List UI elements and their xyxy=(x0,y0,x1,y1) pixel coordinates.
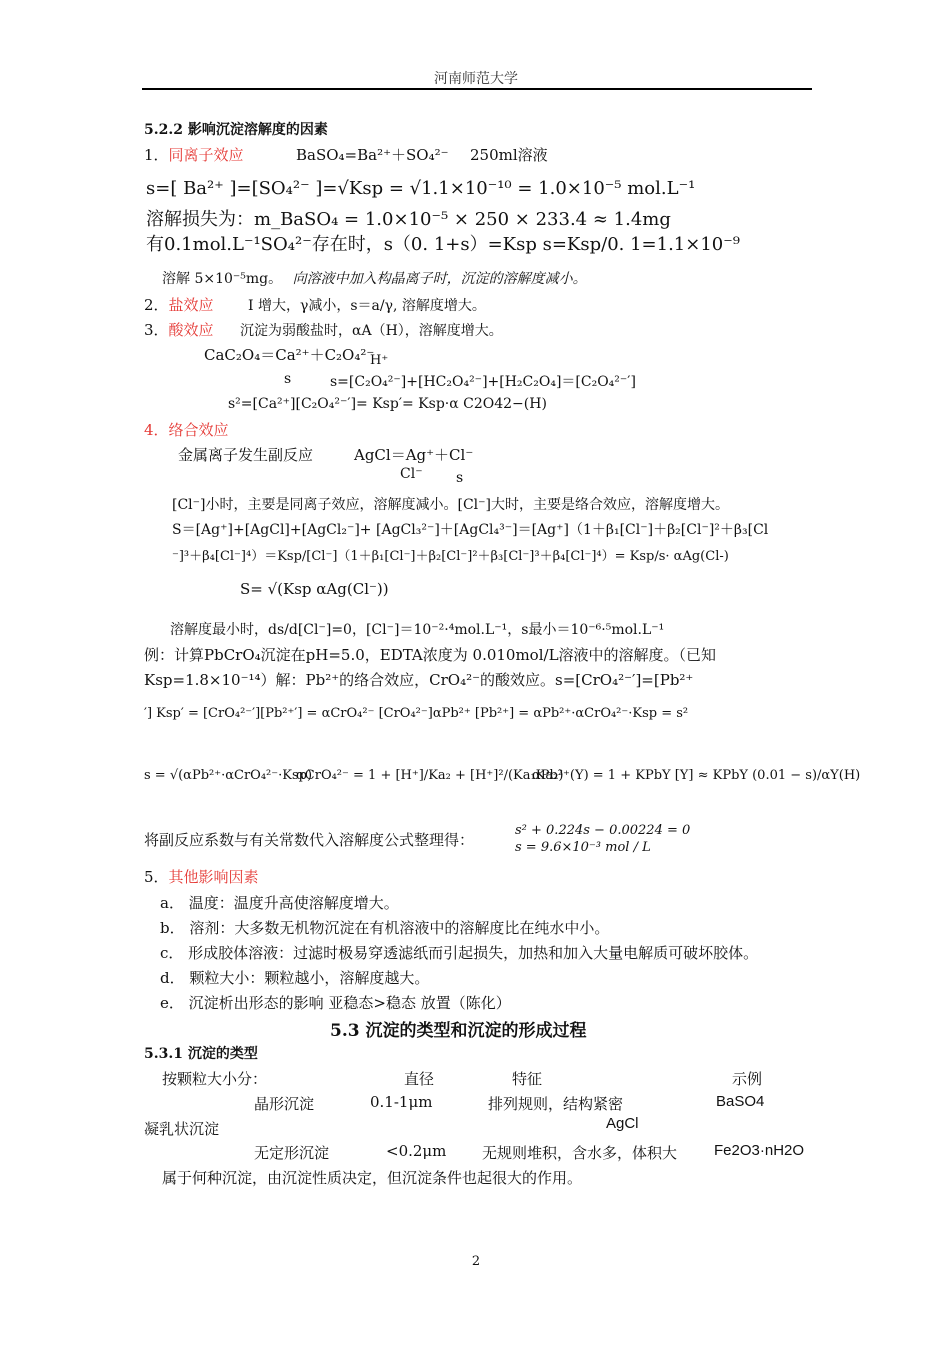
acid-mass-balance: s=[C₂O₄²⁻]+[HC₂O₄²⁻]+[H₂C₂O₄]＝[C₂O₄²⁻′] xyxy=(330,374,636,390)
item-1-equation: BaSO₄=Ba²⁺＋SO₄²⁻ xyxy=(296,146,449,164)
example-quadratic: s² + 0.224s − 0.00224 = 0 xyxy=(515,823,691,838)
complex-minimum: 溶解度最小时，ds/d[Cl⁻]=0，[Cl⁻]＝10⁻²·⁴mol.L⁻¹，s最小＝10⁻⁶·⁵mol.L⁻¹ xyxy=(170,622,665,638)
item-5-title: 其他影响因素 xyxy=(168,868,259,886)
dissolve-conclusion: 向溶液中加入构晶离子时，沉淀的溶解度减小。 xyxy=(292,271,587,287)
example-result: s = 9.6×10⁻³ mol / L xyxy=(515,840,651,855)
page-number: 2 xyxy=(471,1254,481,1269)
item-1 xyxy=(144,144,244,165)
example-line-3: ′] Ksp′ = [CrO₄²⁻′][Pb²⁺′] = αCrO₄²⁻ [CrO₄²⁻]αPb²⁺ [Pb²⁺] = αPb²⁺·αCrO₄²⁻·Ksp = s² xyxy=(144,706,689,721)
row-amorphous-name: 无定形沉淀 xyxy=(254,1144,330,1162)
item-4 xyxy=(144,419,229,440)
item-2-text: I 增大，γ减小，s＝a/γ, 溶解度增大。 xyxy=(248,298,486,314)
factor-particle-size: d． 颗粒大小：颗粒越小，溶解度越大。 xyxy=(160,969,430,987)
item-3-title: 酸效应 xyxy=(168,321,214,339)
factor-temperature: a． 温度：温度升高使溶解度增大。 xyxy=(160,894,399,912)
row-amorphous-example: Fe2O3·nH2O xyxy=(714,1142,805,1159)
type-intro: 按颗粒大小分： xyxy=(162,1070,268,1088)
example-alpha-cro4: αCrO₄²⁻ = 1 + [H⁺]/Ka₂ + [H⁺]²/(Ka₁Ka₂) xyxy=(296,768,564,783)
example-alpha-pb: αPb²⁺(Y) = 1 + KPbY [Y] ≈ KPbY (0.01 − s)/αY(H) xyxy=(532,768,861,783)
acid-solubility-product: s²=[Ca²⁺][C₂O₄²⁻′]= Ksp′= Ksp·α C2O42−(H) xyxy=(228,396,547,412)
item-3-text: 沉淀为弱酸盐时，αA（H），溶解度增大。 xyxy=(240,323,503,339)
page-header: 河南师范大学 xyxy=(434,71,518,87)
header-example: 示例 xyxy=(732,1070,763,1088)
item-4-num: 4． xyxy=(144,421,169,439)
complex-mass-balance-2: ⁻]³＋β₄[Cl⁻]⁴）＝Ksp/[Cl⁻]（1＋β₁[Cl⁻]＋β₂[Cl⁻]²＋β₃[Cl⁻]³＋β₄[Cl⁻]⁴）= Ksp/s· αAg(Cl-) xyxy=(172,549,729,564)
example-line-2: Ksp=1.8×10⁻¹⁴）解：Pb²⁺的络合效应，CrO₄²⁻的酸效应。s=[CrO₄²⁻′]=[Pb²⁺ xyxy=(144,671,694,689)
complex-ligand-label: Cl⁻ xyxy=(400,466,423,482)
complex-equation: AgCl＝Ag⁺＋Cl⁻ xyxy=(354,446,474,464)
row-curdy-name: 凝乳状沉淀 xyxy=(144,1120,220,1138)
acid-s-label: s xyxy=(284,371,292,387)
section-heading-531: 5.3.1 沉淀的类型 xyxy=(144,1046,258,1062)
item-3-num: 3． xyxy=(144,321,169,339)
item-2-title: 盐效应 xyxy=(168,296,214,314)
item-2 xyxy=(144,294,214,315)
row-crystal-diameter: 0.1-1μm xyxy=(370,1093,433,1111)
factor-form: e． 沉淀析出形态的影响 亚稳态>稳态 放置（陈化） xyxy=(160,994,511,1012)
item-1-num: 1． xyxy=(144,146,169,164)
acid-proton-label: H⁺ xyxy=(370,353,389,368)
acid-equation: CaC₂O₄＝Ca²⁺＋C₂O₄²⁻ xyxy=(204,346,375,364)
header-feature: 特征 xyxy=(512,1070,543,1088)
example-substitute: 将副反应系数与有关常数代入溶解度公式整理得： xyxy=(144,831,475,849)
header-diameter: 直径 xyxy=(404,1070,435,1088)
section-heading-53: 5.3 沉淀的类型和沉淀的形成过程 xyxy=(330,1021,587,1041)
item-3 xyxy=(144,319,214,340)
formula-dissolution-loss: 溶解损失为：m_BaSO₄ = 1.0×10⁻⁵ × 250 × 233.4 ≈ 1.4mg xyxy=(146,209,671,230)
formula-common-ion: 有0.1mol.L⁻¹SO₄²⁻存在时，s（0. 1+s）=Ksp s=Ksp/0. 1=1.1×10⁻⁹ xyxy=(146,234,740,255)
row-curdy-example: AgCl xyxy=(606,1115,639,1132)
complex-s-label: s xyxy=(456,470,464,486)
item-5-num: 5． xyxy=(144,868,169,886)
header-rule xyxy=(142,88,812,90)
section-heading-522: 5.2.2 影响沉淀溶解度的因素 xyxy=(144,122,328,138)
complex-explanation: [Cl⁻]小时，主要是同离子效应，溶解度减小。[Cl⁻]大时，主要是络合效应，溶解度增大。 xyxy=(172,497,730,513)
item-1-volume: 250ml溶液 xyxy=(470,146,548,164)
example-s-formula: s = √(αPb²⁺·αCrO₄²⁻·Ksp) xyxy=(144,768,313,783)
complex-s-formula: S= √(Ksp αAg(Cl⁻)) xyxy=(240,580,389,598)
row-amorphous-feature: 无规则堆积，含水多，体积大 xyxy=(482,1144,678,1162)
formula-ion-concentration: s=[ Ba²⁺ ]=[SO₄²⁻ ]=√Ksp = √1.1×10⁻¹⁰ = 1.0×10⁻⁵ mol.L⁻¹ xyxy=(146,178,696,199)
row-crystal-feature: 排列规则，结构紧密 xyxy=(488,1095,624,1113)
item-4-title: 络合效应 xyxy=(168,421,229,439)
item-1-title: 同离子效应 xyxy=(168,146,244,164)
example-line-1: 例：计算PbCrO₄沉淀在pH=5.0，EDTA浓度为 0.010mol/L溶液中的溶解度。（已知 xyxy=(144,646,717,664)
complex-intro: 金属离子发生副反应 xyxy=(178,446,314,464)
item-2-num: 2． xyxy=(144,296,169,314)
dissolve-amount: 溶解 5×10⁻⁵mg。 xyxy=(162,271,283,287)
closing-text: 属于何种沉淀，由沉淀性质决定，但沉淀条件也起很大的作用。 xyxy=(162,1169,583,1187)
dissolve-line xyxy=(162,268,587,288)
factor-colloid: c． 形成胶体溶液：过滤时极易穿透滤纸而引起损失，加热和加入大量电解质可破坏胶体。 xyxy=(160,944,759,962)
row-crystal-example: BaSO4 xyxy=(716,1093,765,1110)
row-amorphous-diameter: <0.2μm xyxy=(386,1142,447,1160)
item-5 xyxy=(144,866,259,887)
complex-mass-balance-1: S＝[Ag⁺]+[AgCl]+[AgCl₂⁻]+ [AgCl₃²⁻]＋[AgCl₄³⁻]＝[Ag⁺]（1＋β₁[Cl⁻]＋β₂[Cl⁻]²＋β₃[Cl xyxy=(172,522,769,538)
row-crystal-name: 晶形沉淀 xyxy=(254,1095,315,1113)
factor-solvent: b． 溶剂：大多数无机物沉淀在有机溶液中的溶解度比在纯水中小。 xyxy=(160,919,610,937)
